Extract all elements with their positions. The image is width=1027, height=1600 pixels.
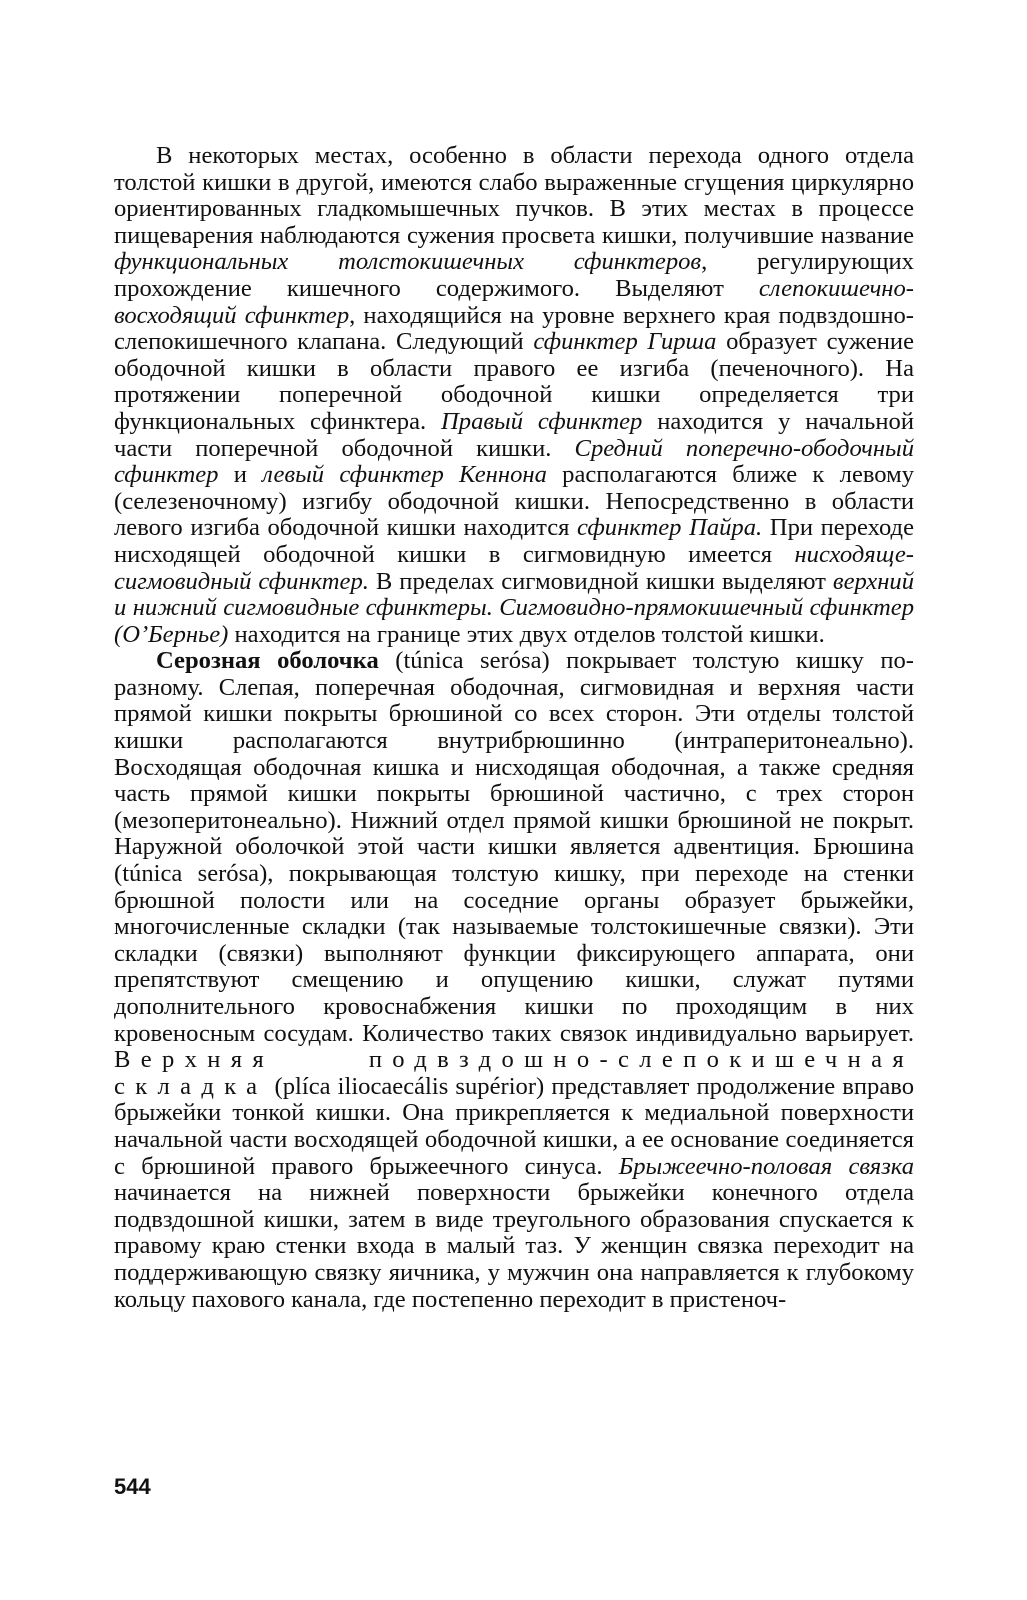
text-segment: , находящийся на уровне верхнего края подвздошно-слепокишечного клапана. Следующий — [114, 301, 914, 356]
heading-serosa: Серозная оболочка — [156, 647, 379, 675]
term-cannon-sphincter: левый сфинктер Кеннона — [262, 461, 547, 489]
text-segment: начинается на нижней поверхности брыжейки конечного отдела подвздошной кишки, затем в виде треугольного образования спускается к правому краю стенки входа в малый таз. У женщин связка переходит на поддерживающую связку яичника, у мужчин она направляется к глубокому кольцу пахового канала, где постепенно переходит в пристеноч- — [114, 1179, 914, 1313]
term-mesenteric-genital-ligament: Брыжеечно-половая связка — [618, 1152, 914, 1180]
term-sigmoid-sphincters: верхний и нижний сигмовидные сфинктеры. Сигмовидно-прямокишечный сфинктер (О’Бернье) — [114, 567, 914, 648]
paragraph-serosa — [114, 648, 914, 1313]
term-hirsch-sphincter: сфинктер Гирша — [533, 328, 717, 356]
page-number: 544 — [114, 1474, 151, 1499]
paragraph-sphincters — [114, 143, 914, 648]
text-segment: располагаются ближе к левому (селезеночному) изгибу ободочной кишки. Непосредственно в области левого изгиба ободочной кишки находится — [114, 461, 914, 542]
term-right-sphincter: Правый сфинктер — [441, 407, 643, 435]
text-segment: В пределах сигмовидной кишки выделяют — [368, 567, 833, 595]
text-segment: В некоторых местах, особенно в области перехода одного отдела толстой кишки в другой, имеются слабо выраженные сгущения циркулярно ориентированных гладкомышечных пучков. В этих местах в процессе пищеварения наблюдаются сужения просвета кишки, получившие название — [114, 142, 914, 249]
text-segment: находится у начальной части поперечной ободочной кишки. — [114, 407, 914, 462]
term-ileocecal-ascending-sphincter: слепокишечно-восходящий сфинктер — [114, 274, 914, 329]
text-segment: и — [218, 461, 263, 489]
text-segment: (túnica serósa) покрывает толстую кишку по-разному. Слепая, поперечная ободочная, сигмовидная и верхняя части прямой кишки покрыты брюшиной со всех сторон. Эти отделы толстой кишки располагаются внутрибрюшинно (интраперитонеально). Восходящая ободочная кишка и нисходящая ободочная, а также средняя часть прямой кишки покрыты брюшиной частично, с трех сторон (мезоперитонеально). Нижний отдел прямой кишки брюшиной не покрыт. Наружной оболочкой этой части кишки является адвентиция. Брюшина (túnica serósa), покрывающая толстую кишку, при переходе на стенки брюшной полости или на соседние органы образует брыжейки, многочисленные складки (так называемые толстокишечные связки). Эти складки (связки) выполняют функции фиксирующего аппарата, они препятствуют смещению и опущению кишки, служат путями дополнительного кровоснабжения кишки по проходящим в них кровеносным сосудам. Количество таких связок индивидуально варьирует. — [114, 647, 914, 1047]
text-segment: находится на границе этих двух отделов толстой кишки. — [228, 620, 825, 648]
text-segment: (plíca iliocaecális supérior) представляет продолжение вправо брыжейки тонкой кишки. Она прикрепляется к медиальной поверхности начальной части восходящей ободочной кишки, а ее основание соединяется с брюшиной правого брыжеечного синуса. — [114, 1072, 914, 1180]
term-payr-sphincter: сфинктер Пайра. — [577, 514, 763, 542]
text-segment: образует сужение ободочной кишки в области правого ее изгиба (печеночного). На протяжении поперечной ободочной кишки определяется три функциональных сфинктера. — [114, 328, 914, 435]
term-middle-transverse-sphincter: Средний поперечно-ободочный сфинктер — [114, 434, 914, 489]
text-segment: При переходе нисходящей ободочной кишки в сигмовидную имеется — [114, 514, 914, 568]
page-body — [114, 143, 914, 1313]
text-segment: , регулирующих прохождение кишечного содержимого. Выделяют — [114, 248, 914, 302]
term-descending-sigmoid-sphincter: нисходяще-сигмовидный сфинктер. — [114, 540, 914, 595]
term-functional-sphincters: функциональных толстокишечных сфинктеров — [114, 248, 702, 276]
term-upper-ileocecal-fold: Верхняя подвздошно-слепокишечная складка — [114, 1046, 914, 1100]
